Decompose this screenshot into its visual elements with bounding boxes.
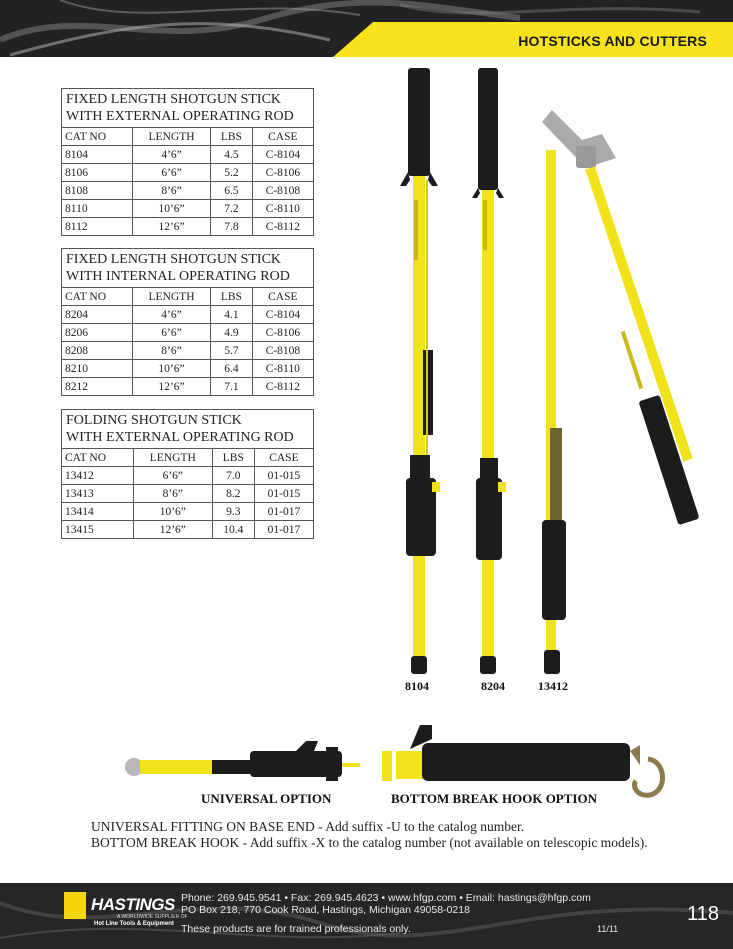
- shotgun-stick-8204-image: [472, 68, 506, 674]
- page-footer: [0, 883, 733, 949]
- table-row: [62, 324, 314, 342]
- table-cell: 13413: [62, 485, 134, 503]
- universal-option-image: [125, 741, 360, 781]
- photo-label: 13412: [538, 679, 568, 693]
- col-header: LENGTH: [132, 128, 210, 146]
- table-cell: C-8104: [252, 146, 313, 164]
- table-cell: 01-015: [254, 485, 313, 503]
- table-cell: 8.2: [212, 485, 254, 503]
- table-cell: C-8108: [252, 182, 313, 200]
- table-cell: 8204: [62, 306, 133, 324]
- table-cell: 8210: [62, 360, 133, 378]
- table-cell: 13415: [62, 521, 134, 539]
- col-header: LBS: [211, 288, 252, 306]
- col-header: CASE: [254, 449, 313, 467]
- table-row: [62, 467, 314, 485]
- table-cell: 8108: [62, 182, 133, 200]
- table-row: [62, 218, 314, 236]
- table-folding-external: [61, 409, 314, 539]
- revision-date: 11/11: [597, 924, 619, 934]
- folding-stick-13412-image: [542, 110, 700, 674]
- table-row: [62, 521, 314, 539]
- table-title: FIXED LENGTH SHOTGUN STICK WITH EXTERNAL OPERATING ROD: [62, 89, 314, 128]
- col-header: CASE: [252, 288, 313, 306]
- table-cell: 12’6”: [132, 218, 210, 236]
- table-cell: 12’6”: [132, 378, 210, 396]
- table-cell: 5.7: [211, 342, 252, 360]
- photo-label: 8204: [481, 679, 505, 693]
- table-cell: 12’6”: [133, 521, 212, 539]
- table-cell: 6.5: [211, 182, 252, 200]
- contact-info: Phone: 269.945.9541 • Fax: 269.945.4623 • www.hfgp.com • Email: hastings@hfgp.com: [181, 892, 591, 904]
- table-cell: 8’6”: [133, 485, 212, 503]
- universal-option-caption: UNIVERSAL OPTION: [201, 791, 332, 806]
- col-header: LENGTH: [132, 288, 210, 306]
- col-header: CAT NO: [62, 288, 133, 306]
- table-cell: C-8106: [252, 324, 313, 342]
- table-cell: 13412: [62, 467, 134, 485]
- table-row: [62, 146, 314, 164]
- brand-name: HASTINGS: [91, 895, 175, 914]
- table-cell: 4.9: [211, 324, 252, 342]
- table-cell: 01-015: [254, 467, 313, 485]
- table-cell: 01-017: [254, 521, 313, 539]
- table-row: [62, 182, 314, 200]
- table-row: [62, 378, 314, 396]
- page-header: [0, 0, 733, 57]
- brand-tagline-2: Hot Line Tools & Equipment: [94, 921, 174, 927]
- mailing-address: PO Box 218, 770 Cook Road, Hastings, Michigan 49058-0218: [181, 904, 470, 916]
- table-cell: 9.3: [212, 503, 254, 521]
- table-cell: 13414: [62, 503, 134, 521]
- table-cell: 5.2: [211, 164, 252, 182]
- page-number: 118: [687, 903, 719, 925]
- table-header-row: [62, 449, 314, 467]
- table-cell: 8110: [62, 200, 133, 218]
- table-cell: 10’6”: [132, 200, 210, 218]
- table-header-row: [62, 128, 314, 146]
- table-cell: 4.1: [211, 306, 252, 324]
- section-title: HOTSTICKS AND CUTTERS: [518, 33, 707, 49]
- table-row: [62, 360, 314, 378]
- table-cell: 7.2: [211, 200, 252, 218]
- table-title: FOLDING SHOTGUN STICK WITH EXTERNAL OPERATING ROD: [62, 410, 314, 449]
- table-cell: 7.1: [211, 378, 252, 396]
- table-cell: 4’6”: [132, 146, 210, 164]
- table-cell: 8’6”: [132, 342, 210, 360]
- table-row: [62, 164, 314, 182]
- bottom-break-hook-image: [382, 725, 663, 795]
- table-row: [62, 485, 314, 503]
- table-cell: 8212: [62, 378, 133, 396]
- table-cell: 8104: [62, 146, 133, 164]
- table-cell: 10’6”: [132, 360, 210, 378]
- table-cell: 8’6”: [132, 182, 210, 200]
- table-cell: 8106: [62, 164, 133, 182]
- hook-option-caption: BOTTOM BREAK HOOK OPTION: [391, 791, 597, 806]
- table-cell: 6’6”: [132, 324, 210, 342]
- table-cell: 8208: [62, 342, 133, 360]
- table-fixed-external: [61, 88, 314, 236]
- table-cell: 6.4: [211, 360, 252, 378]
- table-cell: 10’6”: [133, 503, 212, 521]
- photo-label: 8104: [405, 679, 429, 693]
- table-cell: 6’6”: [133, 467, 212, 485]
- table-cell: 8206: [62, 324, 133, 342]
- table-cell: 7.8: [211, 218, 252, 236]
- table-row: [62, 306, 314, 324]
- col-header: LENGTH: [133, 449, 212, 467]
- table-title: FIXED LENGTH SHOTGUN STICK WITH INTERNAL OPERATING ROD: [62, 249, 314, 288]
- table-cell: C-8106: [252, 164, 313, 182]
- table-cell: 7.0: [212, 467, 254, 485]
- table-cell: C-8108: [252, 342, 313, 360]
- product-photos: [380, 60, 710, 700]
- col-header: CASE: [252, 128, 313, 146]
- table-row: [62, 342, 314, 360]
- table-fixed-internal: [61, 248, 314, 396]
- table-cell: C-8112: [252, 378, 313, 396]
- table-cell: 6’6”: [132, 164, 210, 182]
- brand-tagline: A WORLDWIDE SUPPLIER OF: [117, 914, 188, 920]
- note-universal-fitting: UNIVERSAL FITTING ON BASE END - Add suffix -U to the catalog number.: [91, 819, 525, 834]
- hastings-logo-icon: [64, 892, 86, 919]
- table-row: [62, 503, 314, 521]
- table-cell: 01-017: [254, 503, 313, 521]
- col-header: CAT NO: [62, 128, 133, 146]
- table-cell: C-8112: [252, 218, 313, 236]
- col-header: LBS: [212, 449, 254, 467]
- table-cell: 4’6”: [132, 306, 210, 324]
- col-header: LBS: [211, 128, 252, 146]
- disclaimer: These products are for trained professionals only.: [181, 923, 411, 935]
- shotgun-stick-8104-image: [400, 68, 440, 674]
- table-cell: C-8104: [252, 306, 313, 324]
- note-bottom-break-hook: BOTTOM BREAK HOOK - Add suffix -X to the catalog number (not available on telescopic models).: [91, 835, 648, 850]
- col-header: CAT NO: [62, 449, 134, 467]
- table-row: [62, 200, 314, 218]
- table-cell: 4.5: [211, 146, 252, 164]
- table-cell: C-8110: [252, 200, 313, 218]
- table-cell: 8112: [62, 218, 133, 236]
- table-cell: C-8110: [252, 360, 313, 378]
- table-cell: 10.4: [212, 521, 254, 539]
- table-header-row: [62, 288, 314, 306]
